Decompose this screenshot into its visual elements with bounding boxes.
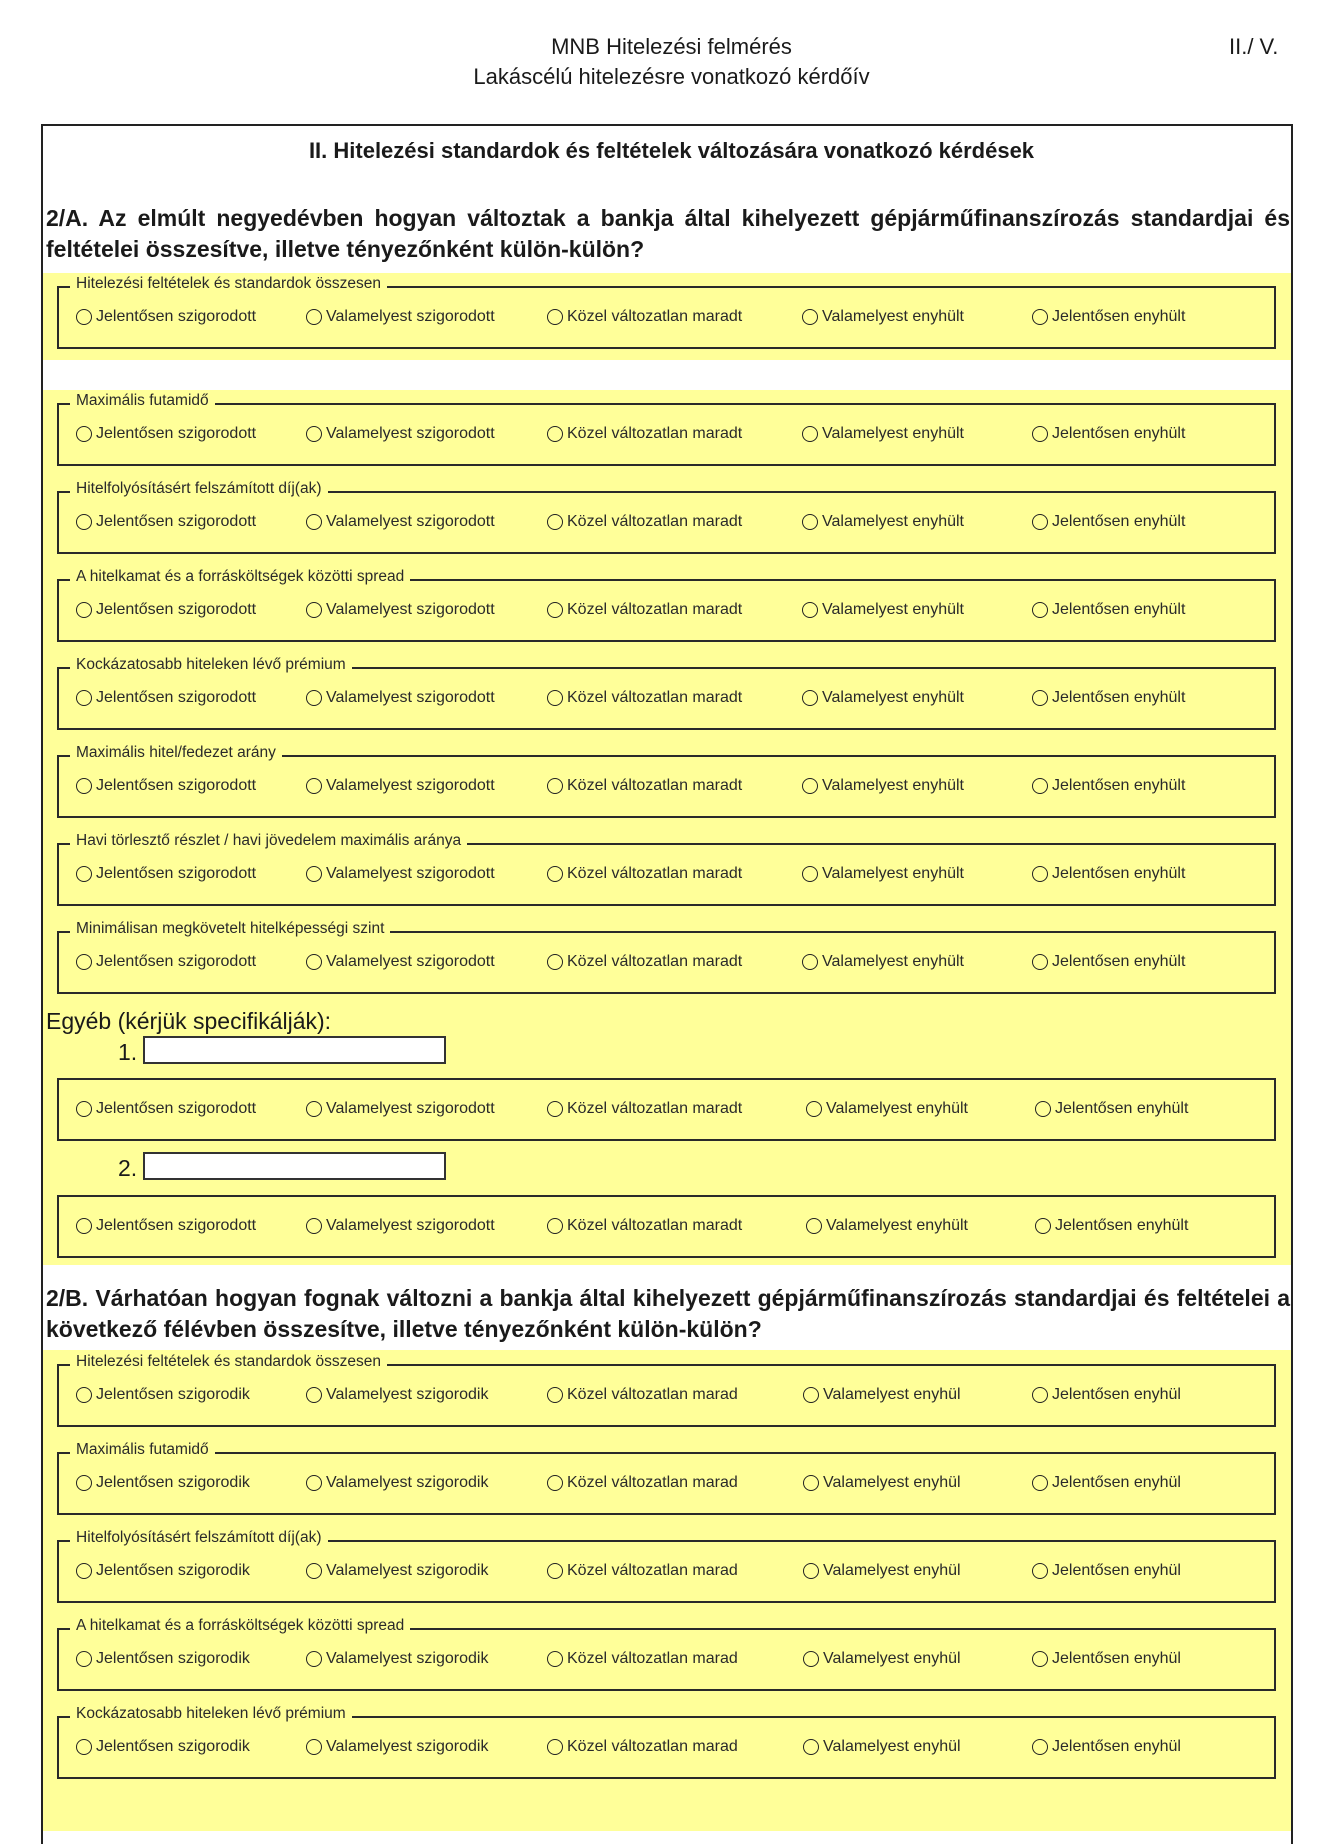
radio-circle-icon[interactable]	[547, 1563, 563, 1579]
q2a-group	[57, 920, 1276, 994]
group-legend: Hitelezési feltételek és standardok összesen	[70, 1353, 387, 1371]
question-2a-title: 2/A. Az elmúlt negyedévben hogyan változtak a bankja által kihelyezett gépjárműfinanszírozás standardjai és feltételei összesítve, illetve tényezőnként külön-külön?	[46, 205, 1290, 262]
radio-option[interactable]: Jelentősen szigorodik	[76, 1474, 250, 1492]
radio-circle-icon[interactable]	[1032, 602, 1048, 618]
q2a-group	[57, 480, 1276, 554]
radio-option[interactable]: Valamelyest enyhül	[803, 1738, 961, 1756]
radio-circle-icon[interactable]	[1032, 778, 1048, 794]
radio-option[interactable]: Közel változatlan maradt	[547, 601, 742, 619]
q2a-group	[57, 744, 1276, 818]
radio-option[interactable]: Jelentősen enyhül	[1032, 1386, 1181, 1404]
q2b-group	[57, 1529, 1276, 1603]
radio-option[interactable]: Jelentősen szigorodik	[76, 1650, 250, 1668]
radio-option[interactable]: Jelentősen enyhül	[1032, 1562, 1181, 1580]
radio-option[interactable]: Jelentősen szigorodott	[76, 689, 256, 707]
radio-option[interactable]: Jelentősen szigorodik	[76, 1738, 250, 1756]
radio-option[interactable]: Valamelyest enyhült	[802, 953, 964, 971]
radio-option[interactable]: Valamelyest szigorodik	[306, 1738, 488, 1756]
radio-circle-icon[interactable]	[306, 1651, 322, 1667]
group-legend: Minimálisan megkövetelt hitelképességi szint	[70, 920, 390, 938]
radio-circle-icon[interactable]	[802, 690, 818, 706]
radio-option[interactable]: Valamelyest enyhül	[803, 1474, 961, 1492]
radio-option[interactable]: Jelentősen enyhült	[1032, 689, 1185, 707]
radio-circle-icon[interactable]	[306, 1739, 322, 1755]
radio-circle-icon[interactable]	[803, 1563, 819, 1579]
radio-circle-icon[interactable]	[803, 1739, 819, 1755]
radio-circle-icon[interactable]	[1032, 1651, 1048, 1667]
radio-option[interactable]: Közel változatlan maradt	[547, 777, 742, 795]
other-specify-input-2[interactable]	[143, 1152, 446, 1180]
radio-option[interactable]: Jelentősen szigorodott	[76, 1100, 256, 1118]
header-title: MNB Hitelezési felmérés	[551, 34, 792, 59]
group-legend: Maximális hitel/fedezet arány	[70, 744, 282, 762]
group-legend: Hitelfolyósításért felszámított díj(ak)	[70, 1529, 328, 1547]
radio-option[interactable]: Közel változatlan marad	[547, 1562, 738, 1580]
radio-circle-icon[interactable]	[76, 954, 92, 970]
radio-option[interactable]: Valamelyest enyhült	[806, 1217, 968, 1235]
radio-circle-icon[interactable]	[76, 1218, 92, 1234]
header-subtitle: Lakáscélú hitelezésre vonatkozó kérdőív	[473, 64, 870, 89]
other-item-number: 1.	[118, 1039, 138, 1065]
radio-option[interactable]: Valamelyest szigorodik	[306, 1650, 488, 1668]
radio-circle-icon[interactable]	[76, 1651, 92, 1667]
radio-circle-icon[interactable]	[547, 1475, 563, 1491]
radio-option[interactable]: Valamelyest enyhült	[802, 601, 964, 619]
radio-option[interactable]: Jelentősen enyhült	[1032, 513, 1185, 531]
document-header	[0, 32, 1343, 92]
radio-option[interactable]: Közel változatlan maradt	[547, 308, 742, 326]
radio-circle-icon[interactable]	[802, 954, 818, 970]
radio-option[interactable]: Közel változatlan marad	[547, 1650, 738, 1668]
q2a-group	[57, 392, 1276, 466]
radio-circle-icon[interactable]	[547, 1651, 563, 1667]
radio-circle-icon[interactable]	[1032, 690, 1048, 706]
radio-option[interactable]: Jelentősen enyhült	[1032, 425, 1185, 443]
radio-option[interactable]: Jelentősen szigorodott	[76, 425, 256, 443]
radio-option[interactable]: Valamelyest enyhül	[803, 1562, 961, 1580]
radio-circle-icon[interactable]	[802, 866, 818, 882]
group-legend: Kockázatosabb hiteleken lévő prémium	[70, 656, 352, 674]
radio-circle-icon[interactable]	[306, 866, 322, 882]
other-specify-input-1[interactable]	[143, 1036, 446, 1064]
radio-option[interactable]: Valamelyest szigorodik	[306, 1474, 488, 1492]
radio-option[interactable]: Jelentősen szigorodik	[76, 1386, 250, 1404]
radio-circle-icon[interactable]	[547, 1101, 563, 1117]
radio-circle-icon[interactable]	[306, 954, 322, 970]
radio-circle-icon[interactable]	[1032, 1387, 1048, 1403]
radio-circle-icon[interactable]	[547, 426, 563, 442]
radio-option[interactable]: Valamelyest enyhült	[806, 1100, 968, 1118]
radio-option[interactable]: Közel változatlan maradt	[547, 865, 742, 883]
radio-option[interactable]: Valamelyest szigorodott	[306, 1217, 495, 1235]
radio-circle-icon[interactable]	[306, 1218, 322, 1234]
radio-circle-icon[interactable]	[306, 309, 322, 325]
radio-option[interactable]: Valamelyest szigorodott	[306, 777, 495, 795]
radio-option[interactable]: Közel változatlan maradt	[547, 1217, 742, 1235]
radio-circle-icon[interactable]	[76, 1739, 92, 1755]
radio-option[interactable]: Jelentősen szigorodott	[76, 953, 256, 971]
radio-circle-icon[interactable]	[76, 778, 92, 794]
radio-circle-icon[interactable]	[76, 309, 92, 325]
group-legend: A hitelkamat és a forrásköltségek közötti spread	[70, 568, 410, 586]
radio-circle-icon[interactable]	[547, 1218, 563, 1234]
group-legend: Hitelezési feltételek és standardok összesen	[70, 275, 387, 293]
radio-option[interactable]: Közel változatlan maradt	[547, 689, 742, 707]
radio-circle-icon[interactable]	[1032, 1739, 1048, 1755]
radio-option[interactable]: Jelentősen enyhül	[1032, 1650, 1181, 1668]
radio-option[interactable]: Jelentősen enyhül	[1032, 1738, 1181, 1756]
radio-circle-icon[interactable]	[1032, 954, 1048, 970]
q2a-group	[57, 832, 1276, 906]
radio-option[interactable]: Közel változatlan marad	[547, 1738, 738, 1756]
radio-option[interactable]: Valamelyest szigorodott	[306, 425, 495, 443]
radio-circle-icon[interactable]	[547, 690, 563, 706]
radio-circle-icon[interactable]	[306, 514, 322, 530]
radio-option[interactable]: Jelentősen szigorodott	[76, 601, 256, 619]
radio-circle-icon[interactable]	[1035, 1101, 1051, 1117]
radio-circle-icon[interactable]	[76, 1563, 92, 1579]
section-title: II. Hitelezési standardok és feltételek változására vonatkozó kérdések	[308, 138, 1035, 163]
q2b-group	[57, 1441, 1276, 1515]
radio-circle-icon[interactable]	[802, 778, 818, 794]
radio-circle-icon[interactable]	[547, 602, 563, 618]
group-legend: Havi törlesztő részlet / havi jövedelem maximális aránya	[70, 832, 467, 850]
radio-circle-icon[interactable]	[547, 778, 563, 794]
radio-circle-icon[interactable]	[547, 1387, 563, 1403]
radio-circle-icon[interactable]	[76, 1387, 92, 1403]
other-specify-label: Egyéb (kérjük specifikálják):	[46, 1008, 332, 1034]
radio-option[interactable]: Valamelyest enyhült	[802, 865, 964, 883]
radio-circle-icon[interactable]	[803, 1475, 819, 1491]
radio-circle-icon[interactable]	[306, 778, 322, 794]
group-legend: A hitelkamat és a forrásköltségek közötti spread	[70, 1617, 410, 1635]
radio-circle-icon[interactable]	[306, 1563, 322, 1579]
radio-option[interactable]: Jelentősen szigorodott	[76, 777, 256, 795]
radio-option[interactable]: Valamelyest szigorodott	[306, 689, 495, 707]
page-number: II./ V.	[1229, 34, 1279, 59]
radio-circle-icon[interactable]	[306, 426, 322, 442]
radio-circle-icon[interactable]	[306, 690, 322, 706]
radio-circle-icon[interactable]	[803, 1651, 819, 1667]
radio-option[interactable]: Jelentősen szigorodott	[76, 308, 256, 326]
radio-option[interactable]: Közel változatlan maradt	[547, 425, 742, 443]
group-legend: Kockázatosabb hiteleken lévő prémium	[70, 1705, 352, 1723]
radio-circle-icon[interactable]	[547, 309, 563, 325]
radio-option[interactable]: Valamelyest szigorodott	[306, 308, 495, 326]
radio-circle-icon[interactable]	[802, 602, 818, 618]
radio-circle-icon[interactable]	[76, 1475, 92, 1491]
radio-circle-icon[interactable]	[547, 954, 563, 970]
radio-circle-icon[interactable]	[1032, 1563, 1048, 1579]
radio-option[interactable]: Valamelyest enyhül	[803, 1650, 961, 1668]
radio-circle-icon[interactable]	[1032, 426, 1048, 442]
radio-option[interactable]: Közel változatlan maradt	[547, 513, 742, 531]
radio-option[interactable]: Valamelyest szigorodott	[306, 1100, 495, 1118]
radio-option[interactable]: Jelentősen szigorodott	[76, 865, 256, 883]
radio-circle-icon[interactable]	[306, 1475, 322, 1491]
radio-option[interactable]: Jelentősen enyhült	[1032, 953, 1185, 971]
radio-option[interactable]: Valamelyest szigorodik	[306, 1562, 488, 1580]
radio-option[interactable]: Valamelyest szigorodik	[306, 1386, 488, 1404]
radio-option[interactable]: Jelentősen enyhült	[1035, 1100, 1188, 1118]
radio-circle-icon[interactable]	[1032, 514, 1048, 530]
radio-option[interactable]: Közel változatlan marad	[547, 1386, 738, 1404]
radio-option[interactable]: Valamelyest szigorodott	[306, 601, 495, 619]
radio-circle-icon[interactable]	[802, 426, 818, 442]
q2b-group	[57, 1705, 1276, 1779]
radio-option[interactable]: Valamelyest enyhült	[802, 513, 964, 531]
radio-option[interactable]: Valamelyest szigorodott	[306, 513, 495, 531]
radio-option[interactable]: Jelentősen enyhült	[1032, 308, 1185, 326]
radio-circle-icon[interactable]	[1035, 1218, 1051, 1234]
radio-circle-icon[interactable]	[803, 1387, 819, 1403]
radio-circle-icon[interactable]	[1032, 309, 1048, 325]
radio-circle-icon[interactable]	[802, 514, 818, 530]
radio-option[interactable]: Jelentősen szigorodott	[76, 513, 256, 531]
radio-circle-icon[interactable]	[306, 602, 322, 618]
q2b-group	[57, 1353, 1276, 1427]
q2a-group	[57, 568, 1276, 642]
q2a-other-group-2	[57, 1195, 1276, 1258]
radio-option[interactable]: Valamelyest enyhült	[802, 308, 964, 326]
radio-option[interactable]: Jelentősen enyhült	[1032, 777, 1185, 795]
radio-option[interactable]: Valamelyest enyhült	[802, 689, 964, 707]
other-item-number: 2.	[118, 1155, 138, 1181]
radio-circle-icon[interactable]	[806, 1218, 822, 1234]
radio-option[interactable]: Valamelyest szigorodott	[306, 865, 495, 883]
radio-option[interactable]: Valamelyest enyhül	[803, 1386, 961, 1404]
radio-option[interactable]: Jelentősen enyhült	[1032, 865, 1185, 883]
radio-circle-icon[interactable]	[547, 1739, 563, 1755]
radio-circle-icon[interactable]	[76, 866, 92, 882]
q2a-group	[57, 275, 1276, 349]
radio-circle-icon[interactable]	[547, 514, 563, 530]
radio-circle-icon[interactable]	[76, 602, 92, 618]
radio-option[interactable]: Jelentősen szigorodott	[76, 1217, 256, 1235]
radio-option[interactable]: Valamelyest szigorodott	[306, 953, 495, 971]
group-legend: Hitelfolyósításért felszámított díj(ak)	[70, 480, 328, 498]
q2b-group	[57, 1617, 1276, 1691]
radio-circle-icon[interactable]	[1032, 1475, 1048, 1491]
radio-circle-icon[interactable]	[806, 1101, 822, 1117]
radio-circle-icon[interactable]	[76, 426, 92, 442]
radio-option[interactable]: Valamelyest enyhült	[802, 777, 964, 795]
group-legend: Maximális futamidő	[70, 392, 215, 410]
radio-circle-icon[interactable]	[802, 309, 818, 325]
radio-circle-icon[interactable]	[76, 514, 92, 530]
radio-circle-icon[interactable]	[1032, 866, 1048, 882]
radio-option[interactable]: Közel változatlan maradt	[547, 953, 742, 971]
question-2b-title: 2/B. Várhatóan hogyan fognak változni a bankja által kihelyezett gépjárműfinanszírozás standardjai és feltételei a következő félévben összesítve, illetve tényezőnként külön-külön?	[46, 1285, 1290, 1342]
radio-option[interactable]: Jelentősen enyhült	[1032, 601, 1185, 619]
radio-circle-icon[interactable]	[306, 1387, 322, 1403]
radio-circle-icon[interactable]	[547, 866, 563, 882]
radio-option[interactable]: Közel változatlan marad	[547, 1474, 738, 1492]
group-legend: Maximális futamidő	[70, 1441, 215, 1459]
radio-option[interactable]: Közel változatlan maradt	[547, 1100, 742, 1118]
q2a-other-group-1	[57, 1078, 1276, 1141]
radio-option[interactable]: Jelentősen szigorodik	[76, 1562, 250, 1580]
radio-circle-icon[interactable]	[76, 1101, 92, 1117]
q2a-group	[57, 656, 1276, 730]
radio-option[interactable]: Jelentősen enyhült	[1035, 1217, 1188, 1235]
radio-option[interactable]: Jelentősen enyhül	[1032, 1474, 1181, 1492]
radio-option[interactable]: Valamelyest enyhült	[802, 425, 964, 443]
radio-circle-icon[interactable]	[76, 690, 92, 706]
radio-circle-icon[interactable]	[306, 1101, 322, 1117]
